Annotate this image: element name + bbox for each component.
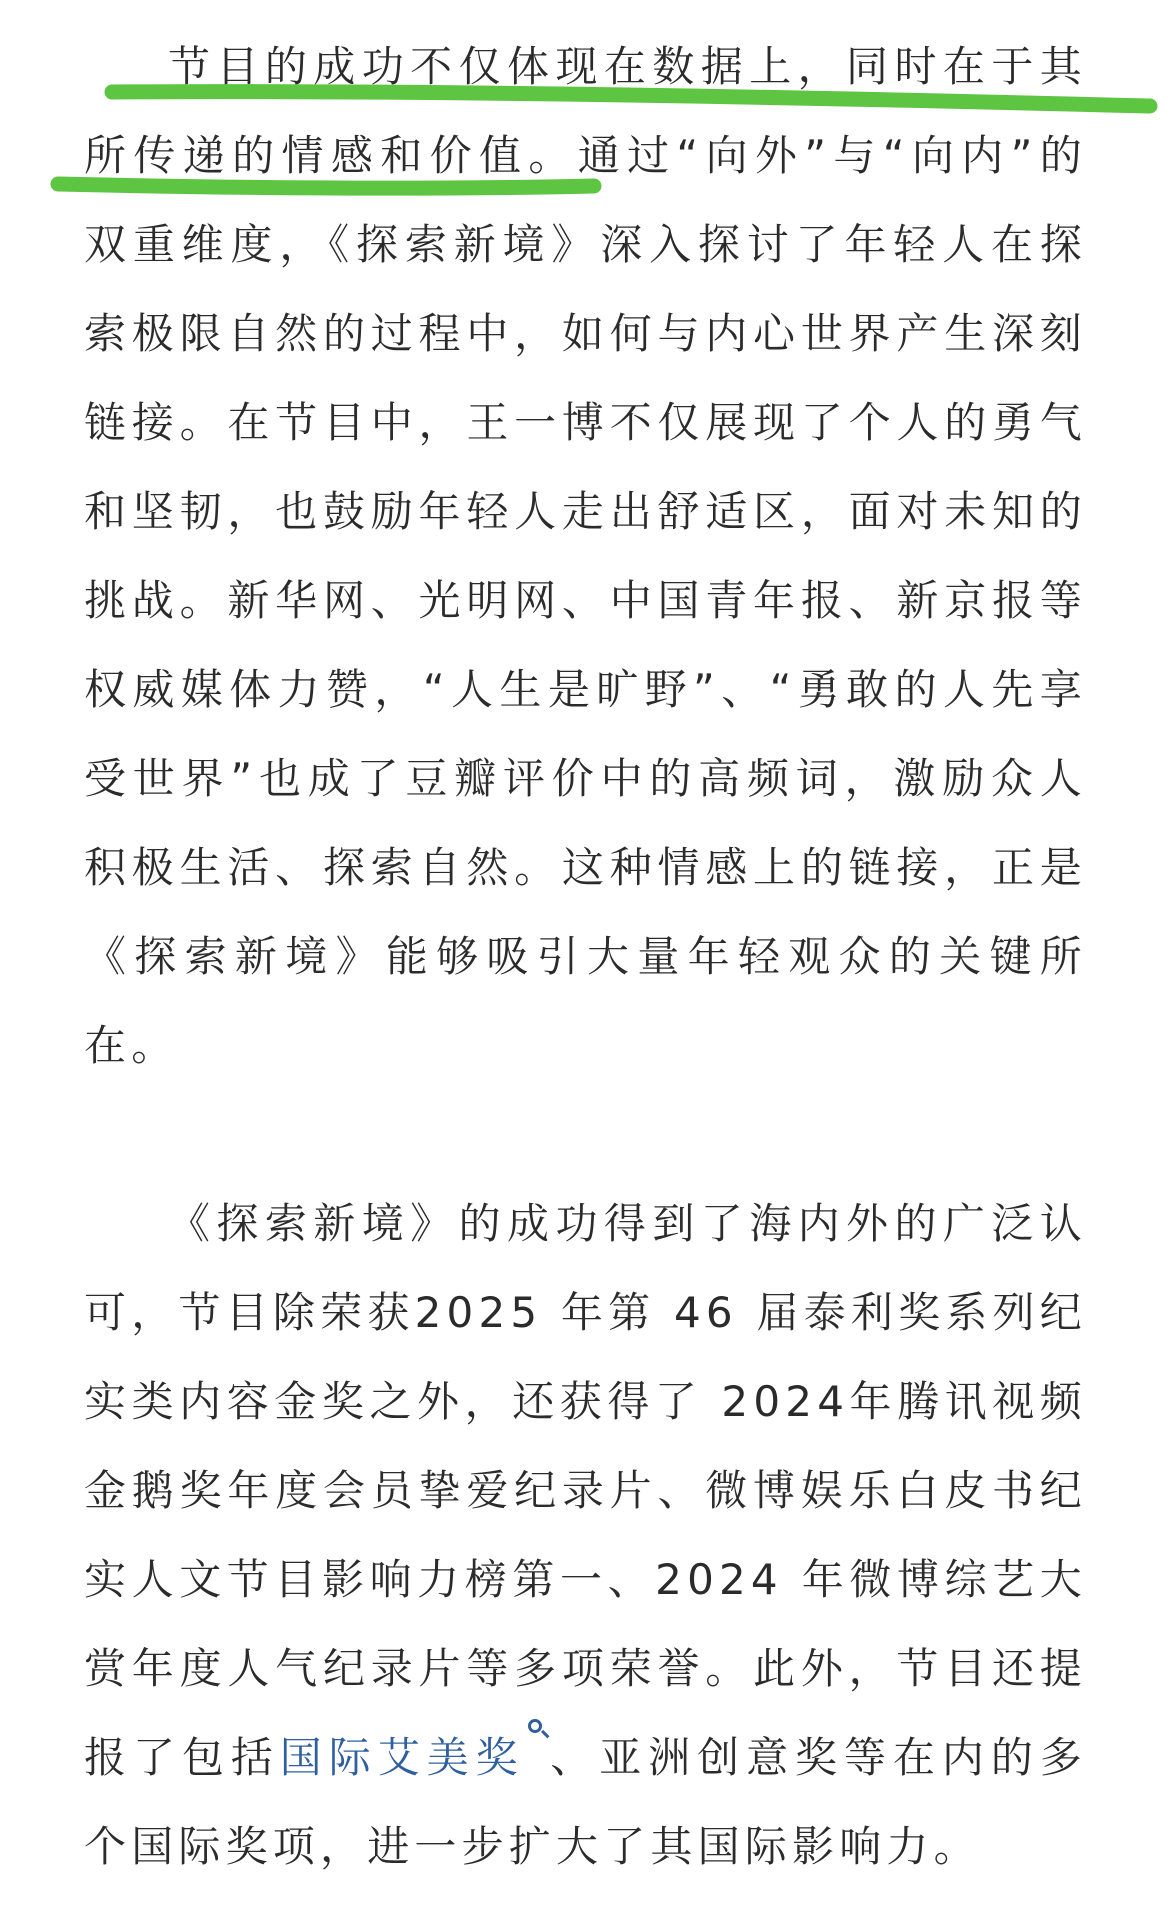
search-icon[interactable] xyxy=(527,1713,549,1753)
paragraph-success-emotion: 节目的成功不仅体现在数据上，同时在于其所传递的情感和价值。通过“向外”与“向内”的双重维度，《探索新境》深入探讨了年轻人在探索极限自然的过程中，如何与内心世界产生深刻链接。在节目中，王一博不仅展现了个人的勇气和坚韧，也鼓励年轻人走出舒适区，面对未知的挑战。新华网、光明网、中国青年报、新京报等权威媒体力赞，“人生是旷野”、“勇敢的人先享受世界”也成了豆瓣评价中的高频词，激励众人积极生活、探索自然。这种情感上的链接，正是《探索新境》能够吸引大量年轻观众的关键所在。 xyxy=(84,42,1087,1070)
emmy-award-link[interactable] xyxy=(280,1733,549,1782)
awards-text-before-link: 《探索新境》的成功得到了海内外的广泛认可，节目除荣获2025 年第 46 届泰利奖系列纪实类内容金奖之外，还获得了 2024年腾讯视频金鹅奖年度会员挚爱纪录片、微博娱乐白皮书纪实人文节目影响力榜第一、2024 年微博综艺大赏年度人气纪录片等多项荣誉。此外，节目还提报了包括 xyxy=(84,1199,1087,1782)
awards-text-after-link: 、亚洲创意奖等在内的多个国际奖项，进一步扩大了其国际影响力。 xyxy=(84,1733,1087,1871)
paragraph-spacer xyxy=(84,1090,1087,1179)
paragraph-awards xyxy=(84,1179,1087,1891)
emmy-award-link-text[interactable]: 国际艾美奖 xyxy=(279,1733,525,1782)
article-body xyxy=(84,22,1087,1891)
